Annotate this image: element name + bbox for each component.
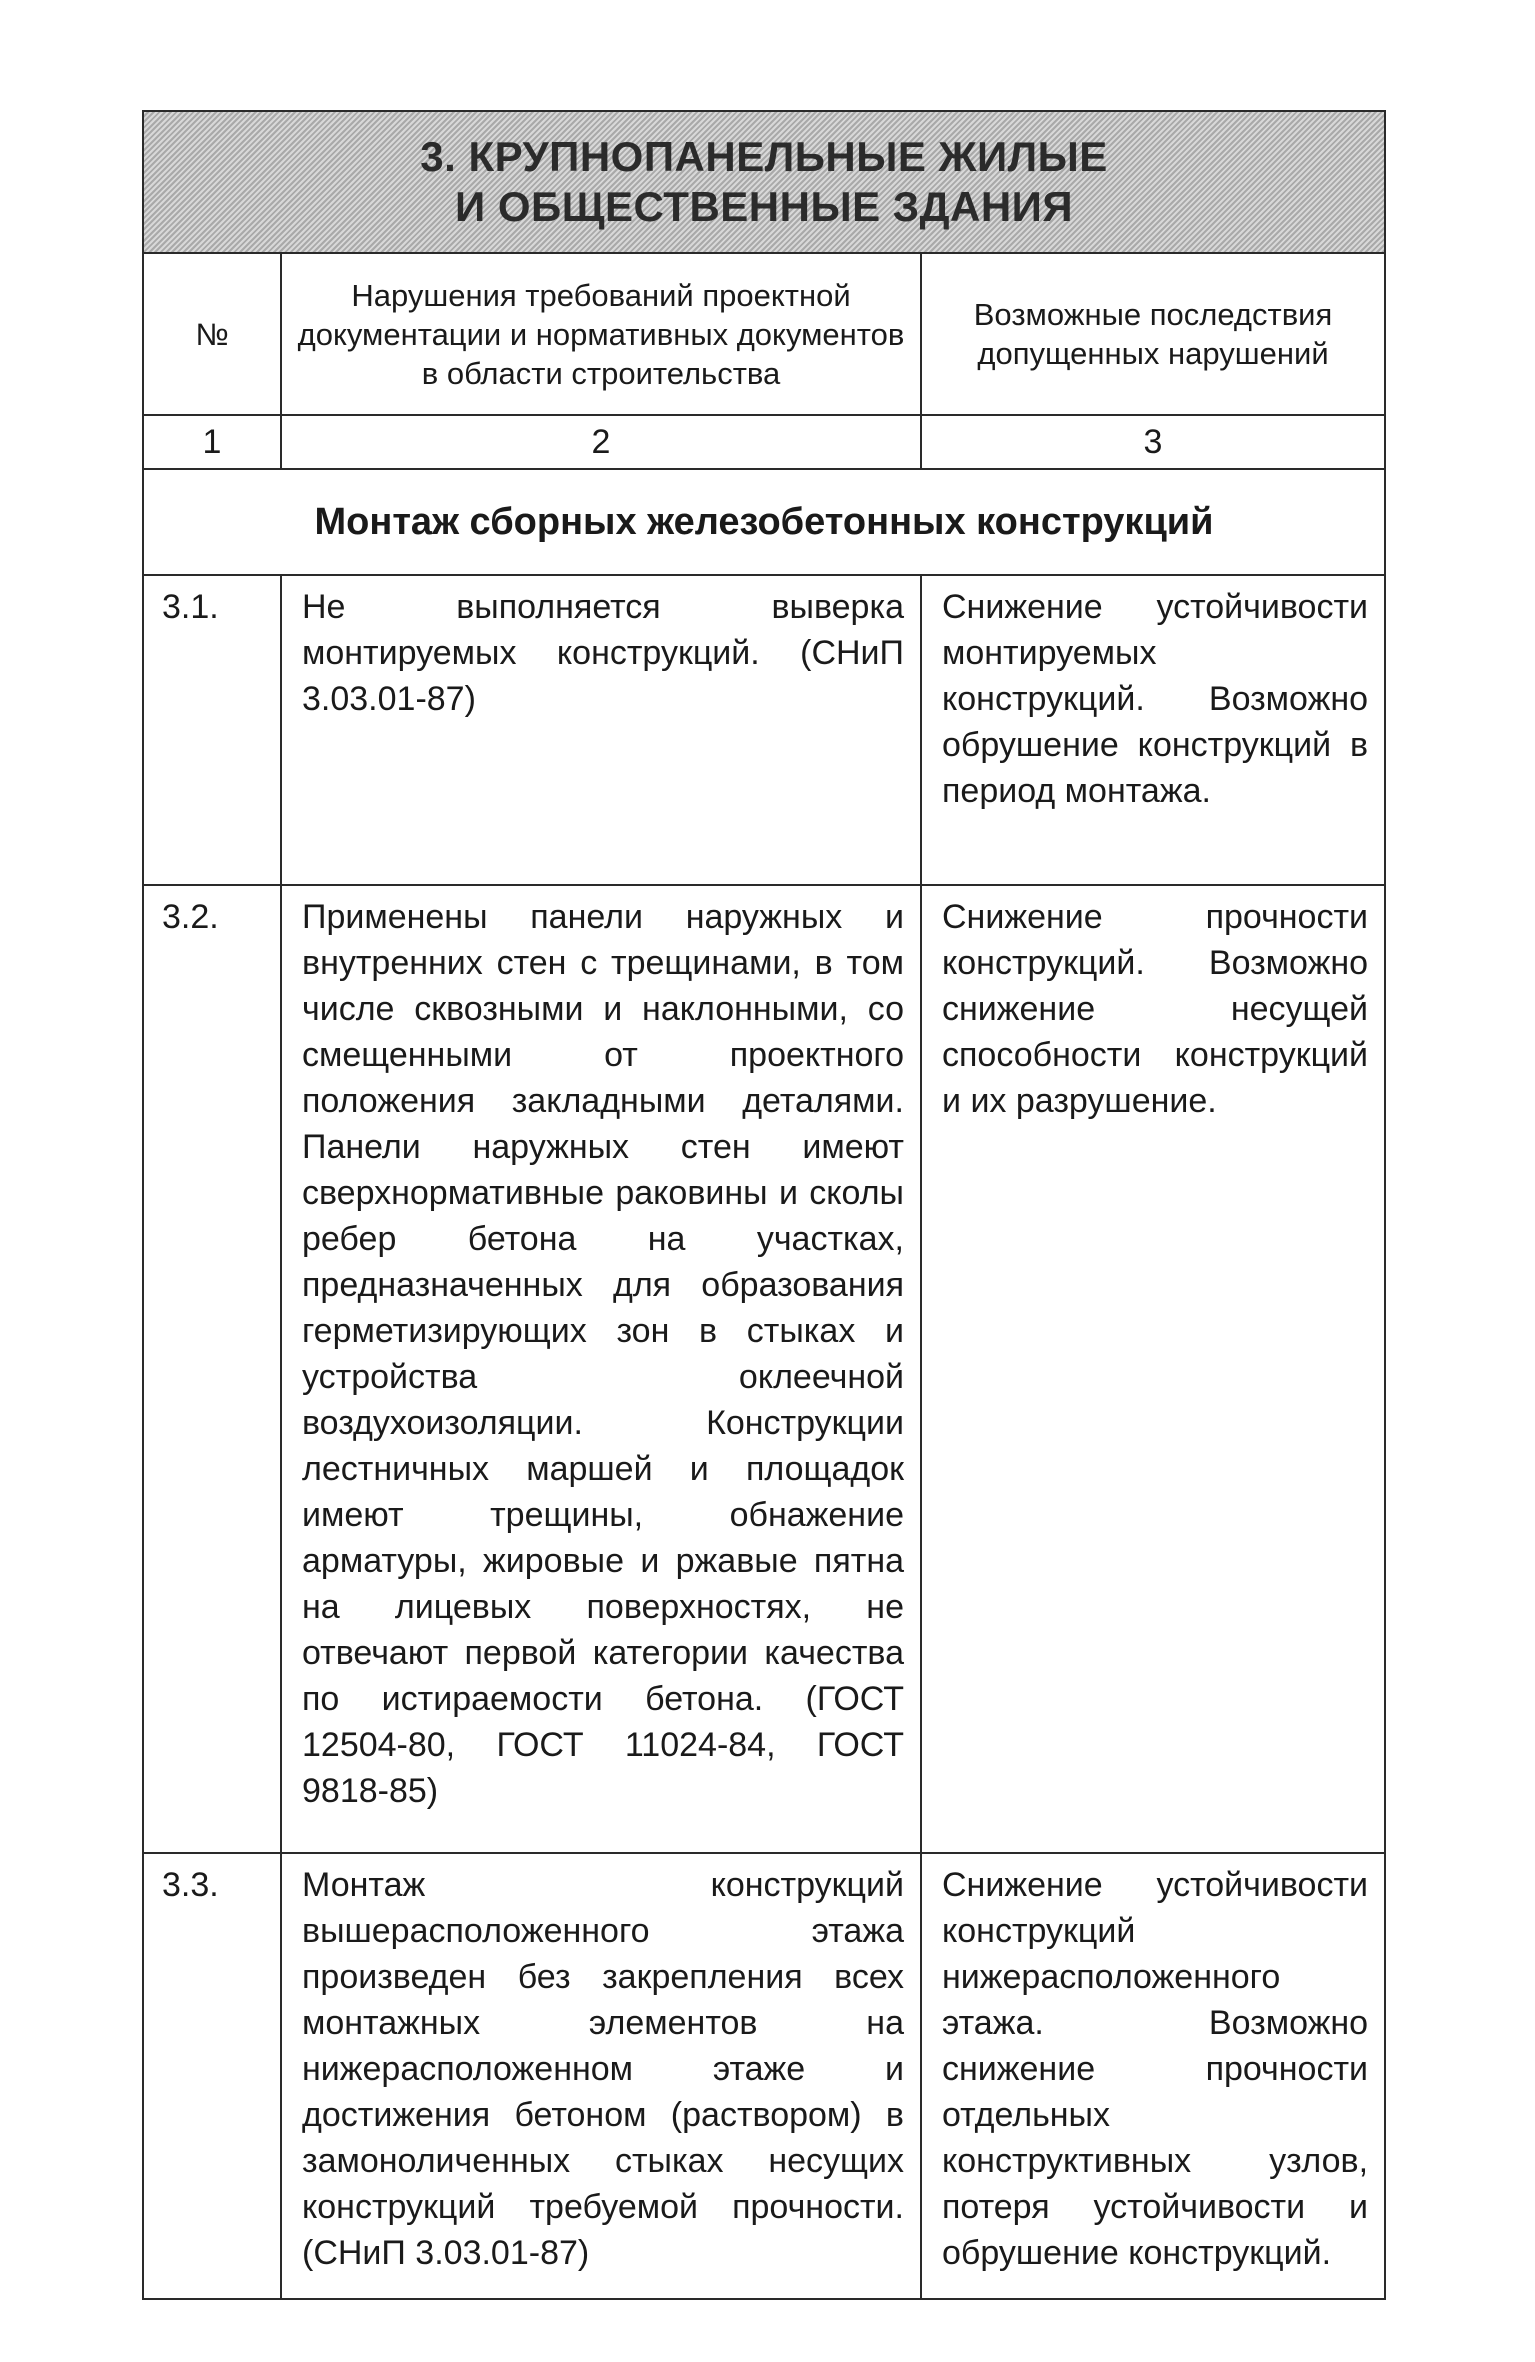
table-title-line-1: 3. КРУПНОПАНЕЛЬНЫЕ ЖИЛЫЕ bbox=[420, 133, 1108, 180]
row-consequence: Снижение устойчивости монтируемых конструкций. Возможно обрушение конструкций в период монтажа. bbox=[921, 575, 1385, 885]
table-row bbox=[143, 1853, 1385, 2299]
column-number-1: 1 bbox=[143, 415, 281, 469]
violations-table bbox=[142, 110, 1386, 2300]
table-row bbox=[143, 575, 1385, 885]
header-violations: Нарушения требований проектной документации и нормативных документов в области строительства bbox=[281, 253, 921, 415]
column-number-row bbox=[143, 415, 1385, 469]
table-row bbox=[143, 885, 1385, 1853]
column-number-2: 2 bbox=[281, 415, 921, 469]
table-title bbox=[143, 111, 1385, 253]
section-heading: Монтаж сборных железобетонных конструкций bbox=[143, 469, 1385, 575]
header-number: № bbox=[143, 253, 281, 415]
header-row bbox=[143, 253, 1385, 415]
row-consequence: Снижение устойчивости конструкций нижерасположенного этажа. Возможно снижение прочности отдельных конструктивных узлов, потеря устойчивости и обрушение конструкций. bbox=[921, 1853, 1385, 2299]
row-violation: Не выполняется выверка монтируемых конструкций. (СНиП 3.03.01-87) bbox=[281, 575, 921, 885]
row-id: 3.2. bbox=[143, 885, 281, 1853]
table-title-line-2: И ОБЩЕСТВЕННЫЕ ЗДАНИЯ bbox=[454, 183, 1074, 230]
section-row bbox=[143, 469, 1385, 575]
row-id: 3.1. bbox=[143, 575, 281, 885]
column-number-3: 3 bbox=[921, 415, 1385, 469]
header-consequences: Возможные последствия допущенных нарушений bbox=[921, 253, 1385, 415]
row-consequence: Снижение прочности конструкций. Возможно снижение несущей способности конструкций и их разрушение. bbox=[921, 885, 1385, 1853]
row-violation: Применены панели наружных и внутренних стен с трещинами, в том числе сквозными и наклонными, со смещенными от проектного положения закладными деталями. Панели наружных стен имеют сверхнормативные раковины и сколы ребер бетона на участках, предназначенных для образования герметизирующих зон в стыках и устройства оклеечной воздухоизоляции. Конструкции лестничных маршей и площадок имеют трещины, обнажение арматуры, жировые и ржавые пятна на лицевых поверхностях, не отвечают первой категории качества по истираемости бетона. (ГОСТ 12504-80, ГОСТ 11024-84, ГОСТ 9818-85) bbox=[281, 885, 921, 1853]
row-violation: Монтаж конструкций вышерасположенного этажа произведен без закрепления всех монтажных элементов на нижерасположенном этаже и достижения бетоном (раствором) в замоноличенных стыках несущих конструкций требуемой прочности. (СНиП 3.03.01-87) bbox=[281, 1853, 921, 2299]
title-row bbox=[143, 111, 1385, 253]
row-id: 3.3. bbox=[143, 1853, 281, 2299]
